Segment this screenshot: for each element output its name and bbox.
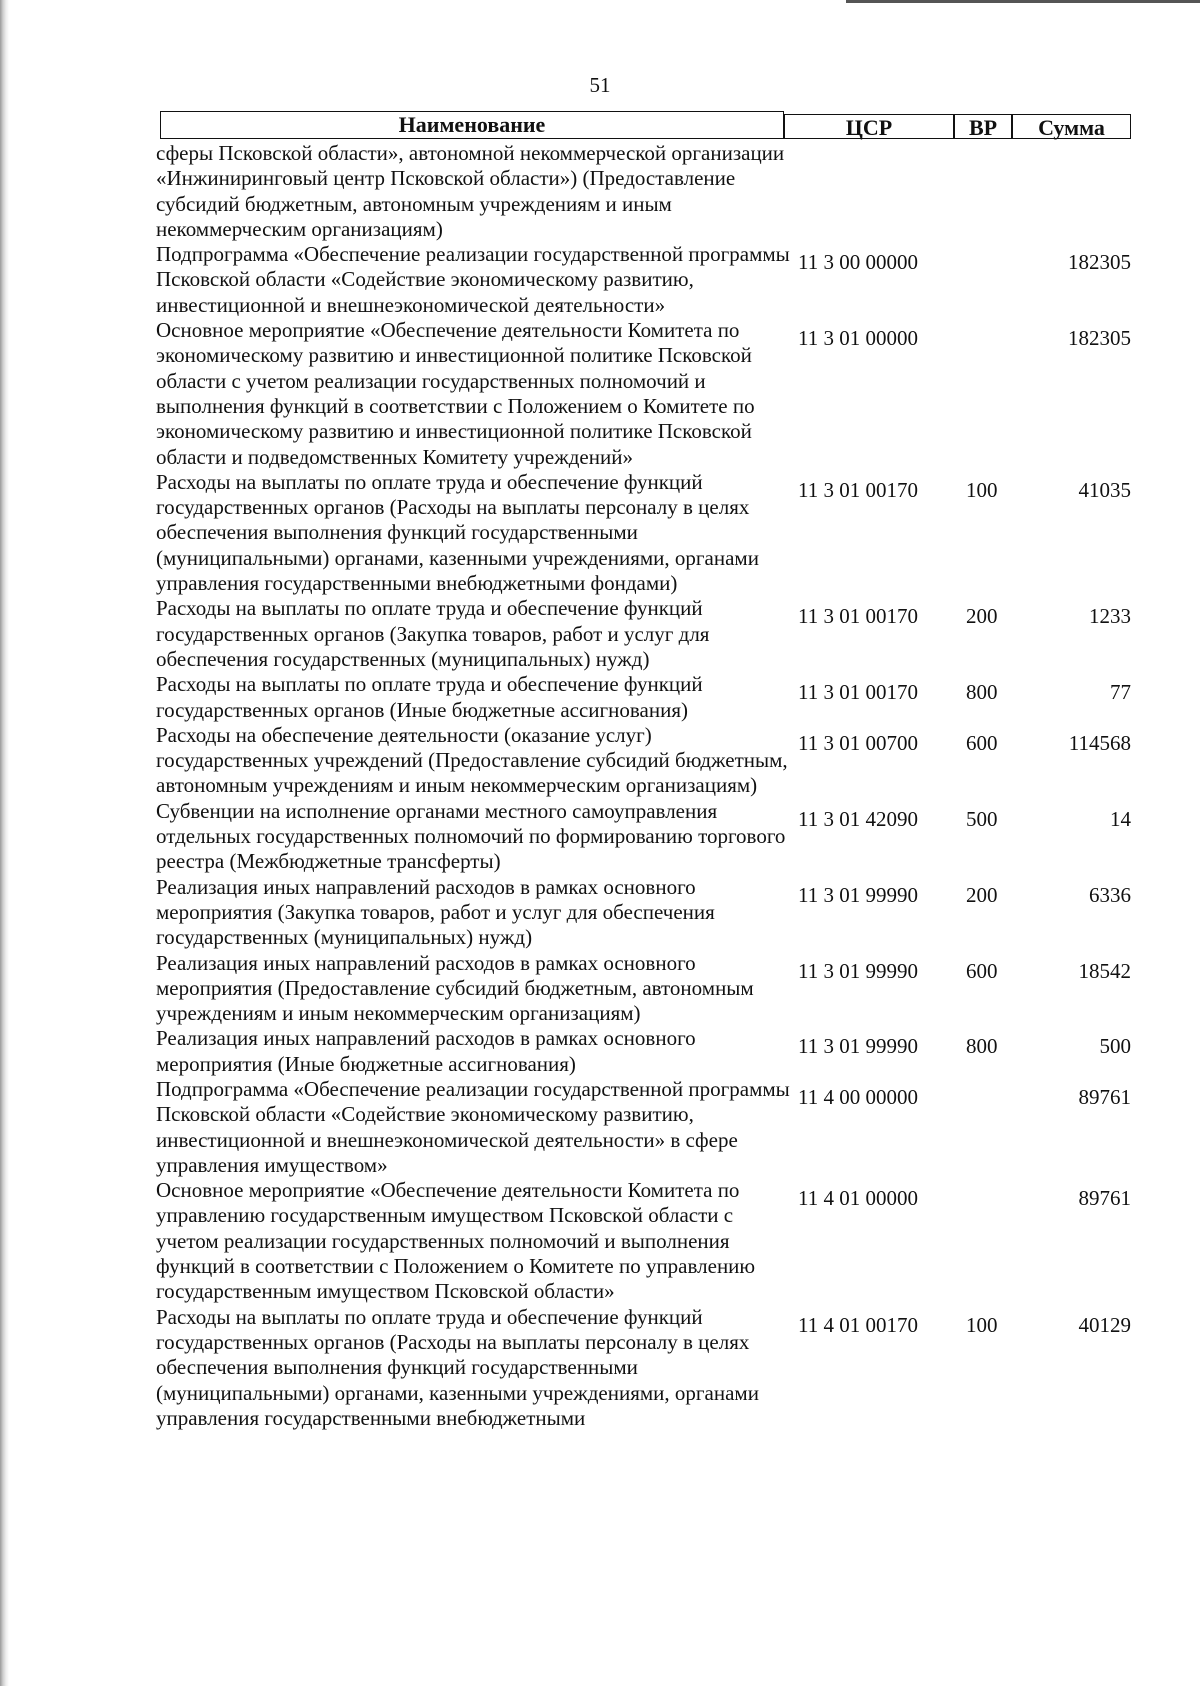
table-header	[160, 111, 1131, 139]
row-vr: 200	[966, 604, 998, 629]
table-row	[156, 1178, 1136, 1304]
table-row	[156, 470, 1136, 596]
table-row	[156, 1305, 1136, 1431]
row-sum: 500	[1099, 1034, 1131, 1059]
row-vr: 100	[966, 1312, 998, 1337]
row-csr: 11 3 01 00170	[798, 680, 918, 705]
row-vr	[966, 1178, 1026, 1304]
row-vr	[966, 1077, 1026, 1178]
header-name: Наименование	[160, 111, 784, 139]
row-name: Расходы на выплаты по оплате труда и обеспечение функций государственных органов (Расходы на выплаты персоналу в целях обеспечения выполнения функций государственными (муниципальными) органами, казенными учреждениями, органами управления государственными внебюджетными	[156, 1304, 759, 1430]
row-vr: 500	[966, 806, 998, 831]
row-name: Расходы на выплаты по оплате труда и обеспечение функций государственных органов (Иные бюджетные ассигнования)	[156, 672, 703, 722]
table-row	[156, 596, 1136, 672]
row-sum: 89761	[1078, 1186, 1131, 1211]
row-csr: 11 3 00 00000	[798, 250, 918, 275]
table-row	[156, 723, 1136, 799]
row-name: Подпрограмма «Обеспечение реализации государственной программы Псковской области «Содействие экономическому развитию, инвестиционной и внешнеэкономической деятельности» в сфере управления имуществом»	[156, 1076, 790, 1177]
row-name: Расходы на выплаты по оплате труда и обеспечение функций государственных органов (Расходы на выплаты персоналу в целях обеспечения выполнения функций государственными (муниципальными) органами, казенными учреждениями, органами управления государственными внебюджетными фондами)	[156, 469, 759, 596]
table-row	[156, 672, 1136, 723]
row-sum: 182305	[1068, 326, 1131, 351]
row-vr: 100	[966, 477, 998, 502]
row-csr: 11 3 01 00170	[798, 604, 918, 629]
row-name: Расходы на обеспечение деятельности (оказание услуг) государственных учреждений (Предоставление субсидий бюджетным, автономным учреждениям и иным некоммерческим организациям)	[156, 722, 788, 798]
row-sum	[1026, 141, 1131, 242]
row-csr: 11 3 01 42090	[798, 806, 918, 831]
scan-top-edge	[846, 0, 1200, 3]
row-name: Расходы на выплаты по оплате труда и обеспечение функций государственных органов (Закупка товаров, работ и услуг для обеспечения государственных (муниципальных) нужд)	[156, 596, 710, 671]
row-sum: 18542	[1078, 958, 1131, 983]
row-vr: 200	[966, 882, 998, 907]
table-row	[156, 875, 1136, 951]
row-name: Реализация иных направлений расходов в рамках основного мероприятия (Иные бюджетные ассигнования)	[156, 1026, 696, 1076]
table-row	[156, 141, 1136, 242]
page-number: 51	[589, 73, 611, 97]
row-name: Субвенции на исполнение органами местного самоуправления отдельных государственных полномочий по формированию торгового реестра (Межбюджетные трансферты)	[156, 798, 786, 874]
table-row	[156, 1077, 1136, 1178]
row-csr: 11 3 01 00700	[798, 730, 918, 755]
row-csr: 11 3 01 99990	[798, 1034, 918, 1059]
row-name: Реализация иных направлений расходов в рамках основного мероприятия (Предоставление субсидий бюджетным, автономным учреждениям и иным некоммерческим организациям)	[156, 950, 754, 1026]
row-vr	[966, 141, 1026, 242]
table-row	[156, 318, 1136, 470]
row-name: Основное мероприятие «Обеспечение деятельности Комитета по экономическому развитию и инвестиционной политике Псковской области с учетом реализации государственных полномочий и выполнения функций в соответствии с Положением о Комитете по экономическому развитию и инвестиционной политике Псковской области и подведомственных Комитету учреждений»	[156, 318, 755, 469]
row-sum: 40129	[1078, 1312, 1131, 1337]
row-vr: 600	[966, 730, 998, 755]
table-row	[156, 951, 1136, 1027]
row-csr: 11 3 01 00170	[798, 477, 918, 502]
row-csr: 11 3 01 99990	[798, 882, 918, 907]
row-csr: 11 4 01 00000	[798, 1186, 918, 1211]
row-csr: 11 4 00 00000	[798, 1084, 918, 1109]
row-vr: 800	[966, 1034, 998, 1059]
row-sum: 77	[1110, 680, 1131, 705]
row-csr: 11 4 01 00170	[798, 1312, 918, 1337]
row-csr: 11 3 01 00000	[798, 326, 918, 351]
row-vr: 600	[966, 958, 998, 983]
row-vr	[966, 242, 1026, 318]
header-csr: ЦСР	[784, 114, 954, 139]
row-sum: 14	[1110, 806, 1131, 831]
row-sum: 6336	[1089, 882, 1131, 907]
table-row	[156, 799, 1136, 875]
header-sum: Сумма	[1012, 114, 1131, 139]
row-sum: 114568	[1068, 730, 1131, 755]
row-vr	[966, 318, 1026, 470]
row-sum: 89761	[1078, 1084, 1131, 1109]
row-name: Основное мероприятие «Обеспечение деятельности Комитета по управлению государственным имуществом Псковской области с учетом реализации государственных полномочий и выполнения функций в соответствии с Положением о Комитете по управлению государственным имуществом Псковской области»	[156, 1178, 756, 1304]
table-row	[156, 242, 1136, 318]
row-csr	[798, 141, 966, 242]
row-sum: 182305	[1068, 250, 1131, 275]
table-row	[156, 1026, 1136, 1077]
row-sum: 1233	[1089, 604, 1131, 629]
row-name: Реализация иных направлений расходов в рамках основного мероприятия (Закупка товаров, работ и услуг для обеспечения государственных (муниципальных) нужд)	[156, 874, 715, 950]
row-name: сферы Псковской области», автономной некоммерческой организации «Инжиниринговый центр Псковской области») (Предоставление субсидий бюджетным, автономным учреждениям и иным некоммерческим организациям)	[156, 141, 785, 241]
row-sum: 41035	[1078, 477, 1131, 502]
row-name: Подпрограмма «Обеспечение реализации государственной программы Псковской области «Содействие экономическому развитию, инвестиционной и внешнеэкономической деятельности»	[156, 242, 790, 317]
table-body	[156, 141, 1136, 1431]
row-vr: 800	[966, 680, 998, 705]
scan-edge-shadow	[0, 0, 9, 1686]
row-csr: 11 3 01 99990	[798, 958, 918, 983]
header-vr: ВР	[954, 114, 1012, 139]
